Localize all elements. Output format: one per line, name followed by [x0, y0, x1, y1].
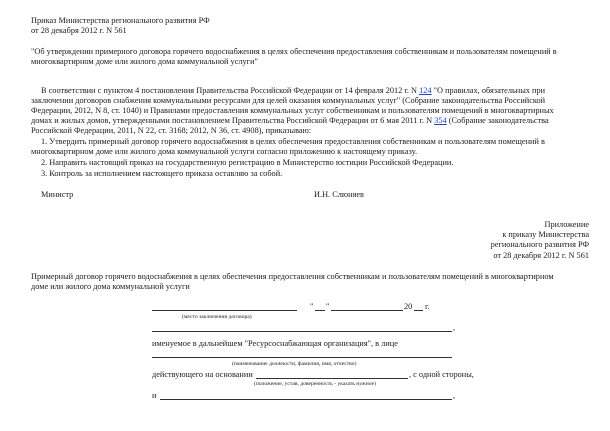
item-3: 3. Контроль за исполнением настоящего приказа оставляю за собой.: [41, 169, 283, 178]
organization-field[interactable]: [152, 331, 452, 332]
date-year-suffix: г.: [425, 302, 430, 311]
hint-place: (место заключения договора): [182, 314, 252, 320]
one-side-text: , с одной стороны,: [409, 370, 474, 379]
item-1-line2: многоквартирном доме или жилого дома коммунальной услуги согласно приложению к настоящему приказу.: [31, 147, 418, 156]
consumer-field[interactable]: [160, 399, 452, 400]
hint-basis: (положение, устав, доверенность - указать нужное): [254, 381, 376, 387]
item-2: 2. Направить настоящий приказ на государственную регистрацию в Министерство юстиции Российской Федерации.: [41, 158, 454, 167]
place-field[interactable]: [152, 310, 297, 311]
preamble-line1-text-b: "О правилах, обязательных при: [433, 86, 546, 95]
date-year-prefix: 20: [404, 302, 413, 311]
appendix-line4: от 28 декабря 2012 г. N 561: [493, 251, 589, 260]
appendix-line1: Приложение: [544, 220, 589, 229]
contract-title-line1: Примерный договор горячего водоснабжения в целях обеспечения предоставления собственникам и пользователям помещений в многоквартирном: [31, 272, 554, 281]
date-quote-close: ": [326, 302, 330, 311]
contract-title-line2: доме или жилого дома коммунальной услуги: [31, 282, 190, 291]
acting-text: действующего на основании: [152, 370, 253, 379]
basis-field[interactable]: [256, 378, 408, 379]
and-text: и: [152, 391, 157, 400]
appendix-line2: к приказу Министерства: [502, 230, 589, 239]
date-year-field[interactable]: [414, 310, 423, 311]
order-title-line1: "Об утверждении примерного договора горячего водоснабжения в целях обеспечения предоставления собственникам и пользователям помещений в: [31, 47, 557, 56]
preamble-line1-text-a: В соответствии с пунктом 4 постановления Правительства Российской Федерации от 14 февраля 2012 г. N: [41, 86, 418, 95]
signature-role: Министр: [41, 190, 74, 199]
date-month-field[interactable]: [331, 310, 403, 311]
preamble-line4: [31, 116, 549, 125]
consumer-comma: ,: [453, 391, 456, 400]
decree-354-link[interactable]: 354: [434, 116, 447, 125]
decree-124-link[interactable]: 124: [419, 86, 432, 95]
item-1-line1: 1. Утвердить примерный договор горячего водоснабжения в целях обеспечения предоставления собственникам и пользователям помещений в: [41, 137, 545, 146]
date-quote-open: ": [310, 302, 314, 311]
order-header-line2: от 28 декабря 2012 г. N 561: [31, 26, 127, 35]
preamble-line4-text-b: (Собрание законодательства: [448, 116, 549, 125]
order-title-line2: многоквартирном доме или жилого дома коммунальной услуги": [31, 57, 258, 66]
preamble-line3: Федерации, 2012, N 8, ст. 1040) и Правилами предоставления коммунальных услуг собственникам и пользователям помещений в многоквартирных: [31, 106, 554, 115]
preamble-line5: Российской Федерации, 2011, N 22, ст. 3168; 2012, N 36, ст. 4908), приказываю:: [31, 126, 312, 135]
preamble-line2: заключении договоров снабжения коммунальными ресурсами для целей оказания коммунальных услуг" (Собрание законодательства Российской: [31, 96, 546, 105]
hint-position: (наименование должности, фамилия, имя, отчество): [232, 361, 357, 367]
date-day-field[interactable]: [315, 310, 325, 311]
representative-field[interactable]: [152, 357, 452, 358]
signature-name: И.Н. Слюняев: [314, 190, 364, 199]
organization-comma: ,: [453, 323, 456, 332]
preamble-line4-text-a: домах и жилых домов, утвержденными постановлением Правительства Российской Федерации от 6 мая 2011 г. N: [31, 116, 433, 125]
order-header-line1: Приказ Министерства регионального развития РФ: [31, 16, 210, 25]
appendix-line3: регионального развития РФ: [490, 240, 589, 249]
preamble-line1: [41, 86, 545, 95]
named-text: именуемое в дальнейшем "Ресурсоснабжающая организация", в лице: [152, 339, 398, 348]
